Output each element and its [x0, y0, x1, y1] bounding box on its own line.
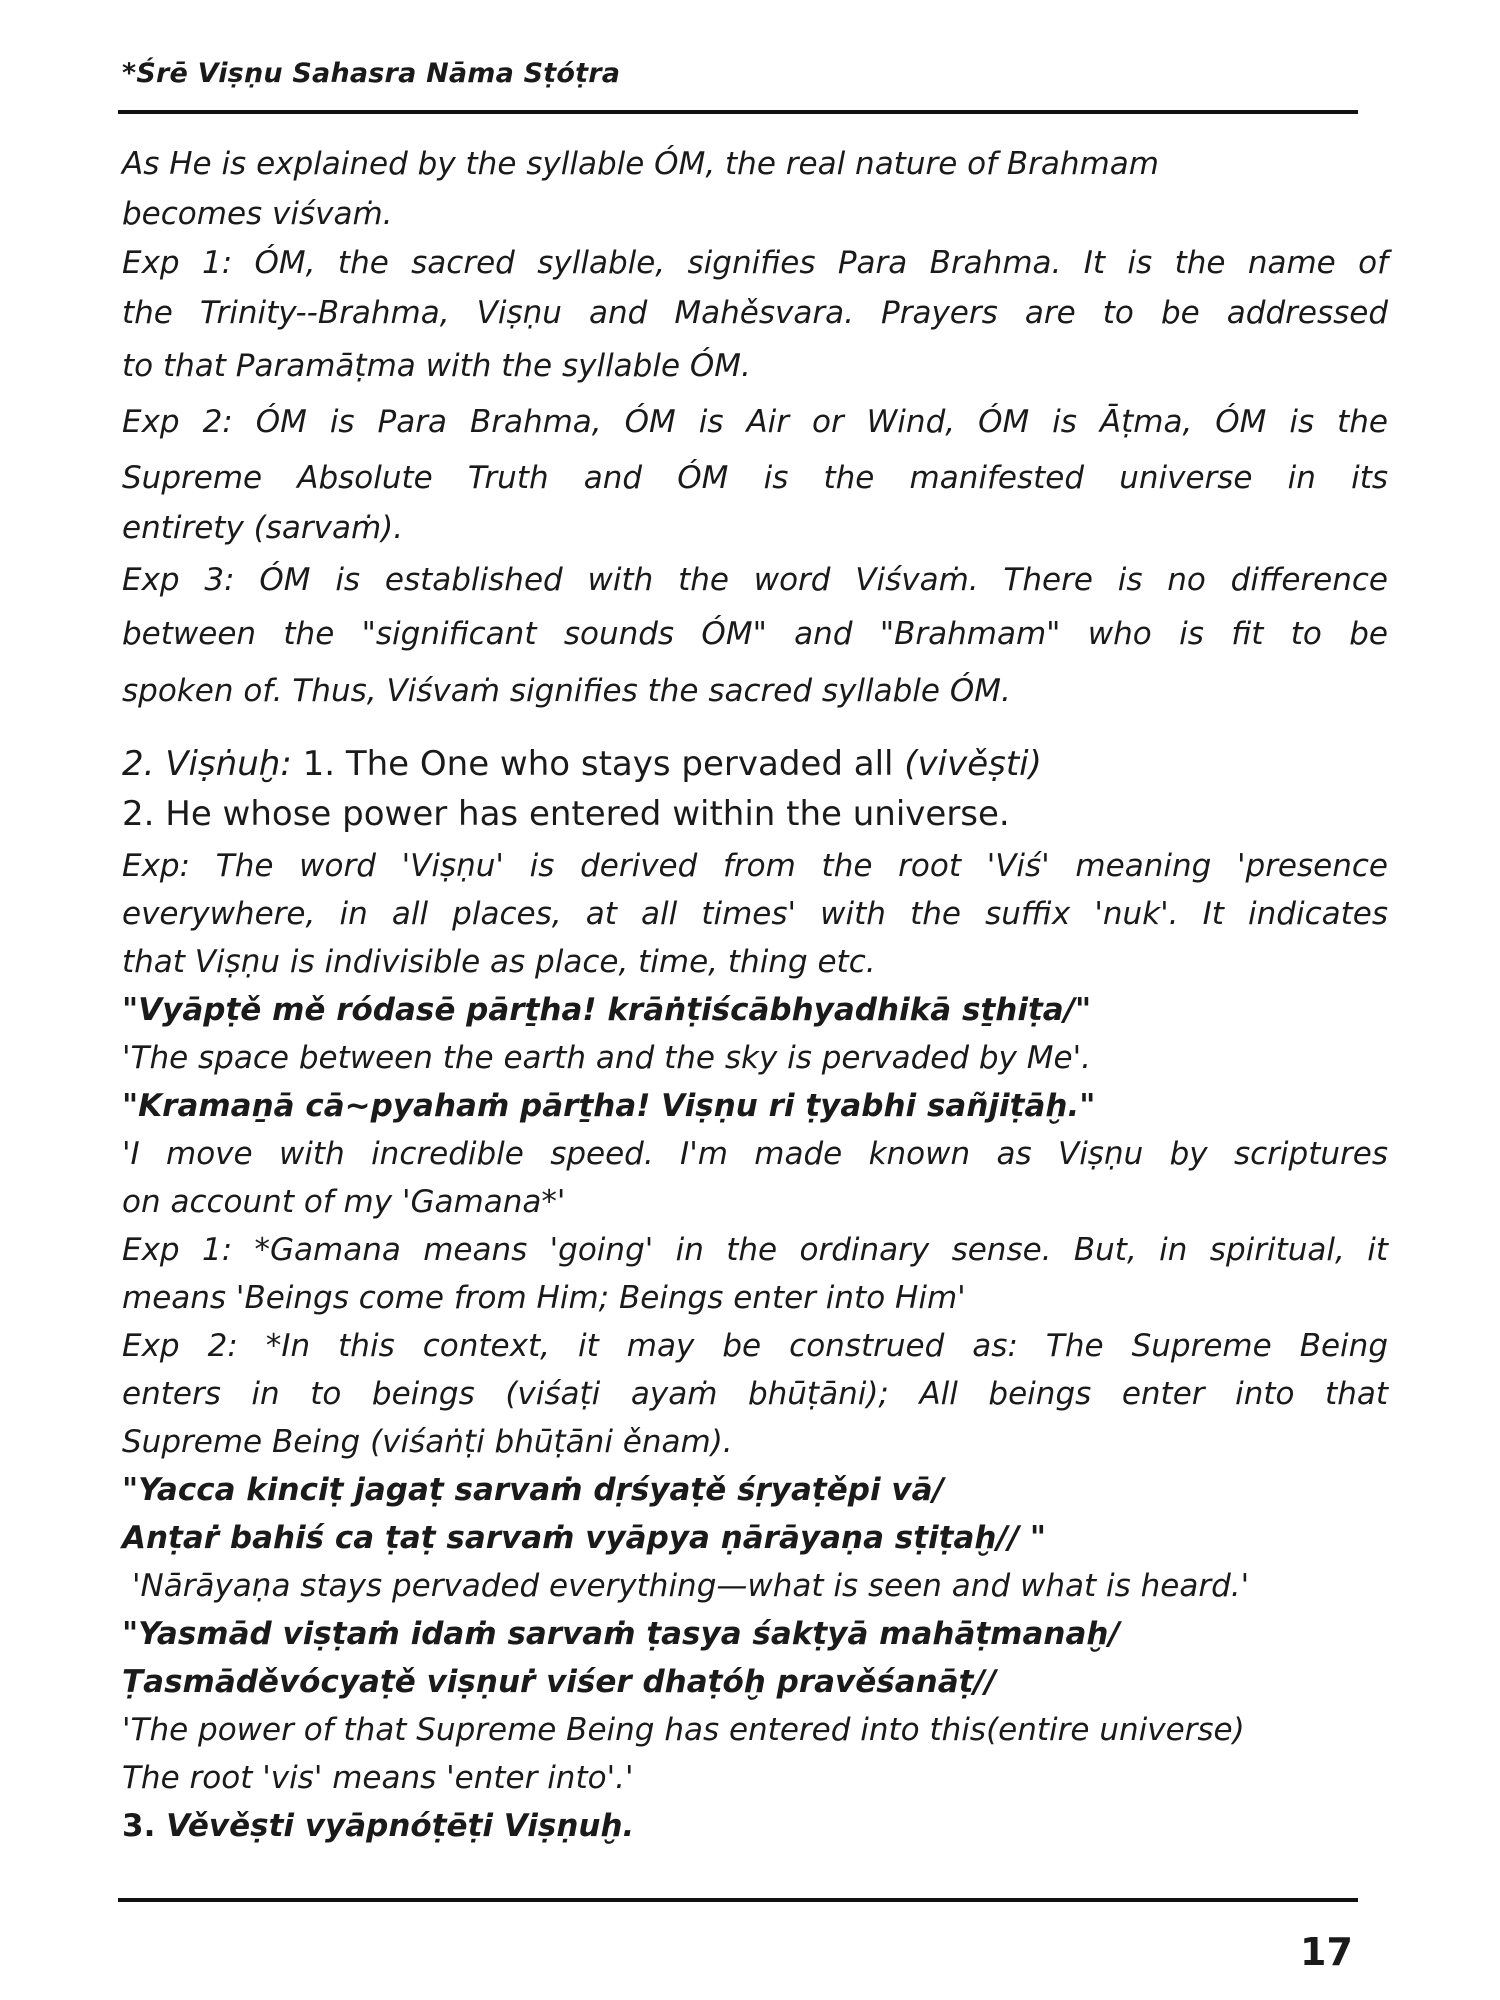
- text-line-1: As He is explained by the syllable ÓM, the real nature of Brahmam: [122, 146, 1159, 182]
- footer-rule: [118, 1898, 1358, 1902]
- text-line-14: Exp: The word 'Viṣṇu' is derived from the root 'Viś' meaning 'presence: [122, 848, 1388, 884]
- header-rule: [118, 110, 1358, 114]
- translation-line-4: 'The power of that Supreme Being has entered into this(entire universe): [122, 1712, 1245, 1748]
- text-line-11: spoken of. Thus, Viśvaṁ signifies the sacred syllable ÓM.: [122, 673, 1011, 709]
- text-line-23: means 'Beings come from Him; Beings enter into Him': [122, 1280, 966, 1316]
- text-line-9: Exp 3: ÓM is established with the word Viśvaṁ. There is no difference: [122, 562, 1388, 598]
- entry-item-3: [122, 1806, 634, 1846]
- text-line-25: enters in to beings (viśaṭi ayaṁ bhūṭāni); All beings enter into that: [122, 1376, 1388, 1412]
- text-line-4: the Trinity--Brahma, Viṣṇu and Mahěsvara. Prayers are to be addressed: [122, 295, 1388, 331]
- sanskrit-verse-2: "Kramaṉā cā~pyahaṁ pārṯha! Viṣṇu ri ṭyabhi sañjiṭāḫ.": [122, 1088, 1096, 1124]
- text-line-2: becomes viśvaṁ.: [122, 196, 393, 232]
- text-line-15: everywhere, in all places, at all times' with the suffix 'nuk'. It indicates: [122, 896, 1388, 932]
- entry-meaning: 1. The One who stays pervaded all: [291, 744, 905, 784]
- sanskrit-verse-4a: "Yasmād viṣṭaṁ idaṁ sarvaṁ ṭasya śakṭyā mahāṭmanaḫ/: [122, 1616, 1120, 1652]
- entry-parenthetical: (vivěṣti): [904, 744, 1042, 784]
- text-line-16: that Viṣṇu is indivisible as place, time, thing etc.: [122, 944, 876, 980]
- translation-line-1: 'The space between the earth and the sky is pervaded by Me'.: [122, 1040, 1091, 1076]
- text-line-24: Exp 2: *In this context, it may be construed as: The Supreme Being: [122, 1328, 1388, 1364]
- entry-term: 2. Viṣṅuḫ:: [122, 744, 292, 784]
- text-line-7: Supreme Absolute Truth and ÓM is the manifested universe in its: [122, 460, 1388, 496]
- entry-heading-vishnu: [122, 744, 1042, 784]
- translation-line-3: 'Nārāyaṇa stays pervaded everything—what is seen and what is heard.': [132, 1568, 1250, 1604]
- text-line-21: on account of my 'Gamana*': [122, 1184, 566, 1220]
- sanskrit-verse-3a: "Yacca kinciṭ jagaṭ sarvaṁ dṛśyaṭě śṛyaṭěpi vā/: [122, 1472, 944, 1508]
- text-line-3: Exp 1: ÓM, the sacred syllable, signifies Para Brahma. It is the name of: [122, 245, 1388, 281]
- text-line-10: between the "significant sounds ÓM" and "Brahmam" who is fit to be: [122, 616, 1388, 652]
- page-number: 17: [1300, 1930, 1353, 1974]
- text-line-26: Supreme Being (viśaṅṭi bhūṭāni ěnam).: [122, 1424, 733, 1460]
- text-line-22: Exp 1: *Gamana means 'going' in the ordinary sense. But, in spiritual, it: [122, 1232, 1388, 1268]
- translation-line-2: 'I move with incredible speed. I'm made known as Viṣṇu by scriptures: [122, 1136, 1388, 1172]
- entry-meaning-2: 2. He whose power has entered within the universe.: [122, 794, 1010, 834]
- sanskrit-verse-4b: Ṭasmāděvócyaṭě viṣṇuṙ viśer dhaṭóḫ pravěśanāṭ//: [122, 1664, 997, 1700]
- item-text: Věvěṣti vyāpnóṭēṭi Viṣṇuḫ.: [155, 1808, 635, 1844]
- item-number: 3.: [122, 1808, 156, 1844]
- sanskrit-verse-3b: Anṭaṙ bahiś ca ṭaṭ sarvaṁ vyāpya ṇārāyaṇa sṭiṭaḫ// ": [122, 1520, 1047, 1556]
- text-line-8: entirety (sarvaṁ).: [122, 510, 404, 546]
- text-line-6: Exp 2: ÓM is Para Brahma, ÓM is Air or Wind, ÓM is Āṭma, ÓM is the: [122, 404, 1388, 440]
- sanskrit-verse-1: "Vyāpṭě mě ródasē pārṯha! krāṅṭiścābhyadhikā sṯhiṭa/": [122, 992, 1092, 1028]
- text-line-5: to that Paramāṭma with the syllable ÓM.: [122, 348, 751, 384]
- running-header: *Śrē Viṣṇu Sahasra Nāma Sṭóṭra: [122, 58, 621, 89]
- translation-line-5: The root 'vis' means 'enter into'.': [122, 1760, 634, 1796]
